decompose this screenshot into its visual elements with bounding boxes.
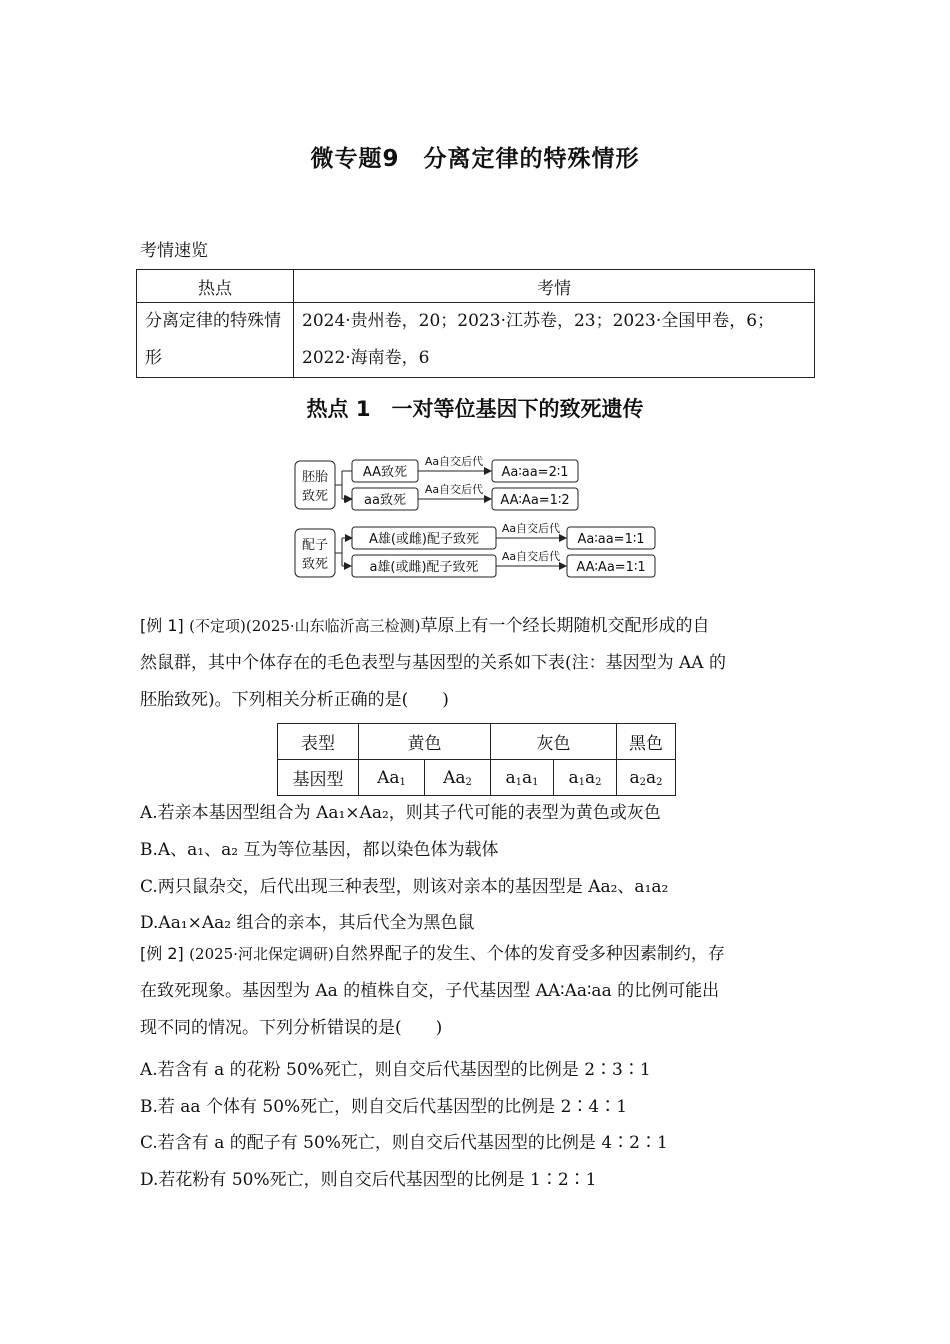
cause-2: aa致死 <box>364 493 406 508</box>
page-title: 微专题9 分离定律的特殊情形 <box>310 146 640 172</box>
cause-3: A雄(或雌)配子致死 <box>368 532 480 547</box>
example-1-line-3: 胚胎致死)。下列相关分析正确的是( ) <box>140 690 449 710</box>
phenotype-header: 表型 <box>278 724 359 760</box>
example-2-option-b: B.若 aa 个体有 50%死亡，则自交后代基因型的比例是 2∶4∶1 <box>140 1097 628 1117</box>
exam-line-2: 2022·海南卷，6 <box>302 348 430 368</box>
arrow-label-4: Aa自交后代 <box>501 550 561 563</box>
genotype-Aa1: $Aa_1$ <box>359 760 425 796</box>
embryo-text-1: 胚胎 <box>301 470 329 485</box>
result-2: AA∶Aa=1∶2 <box>500 493 570 508</box>
yellow-header: 黄色 <box>359 724 491 760</box>
example-2-line-3: 现不同的情况。下列分析错误的是( ) <box>140 1018 443 1038</box>
embryo-text-2: 致死 <box>301 489 329 504</box>
example-1-stem <box>140 607 812 719</box>
genotype-a2a2: $a_2a_2$ <box>617 760 676 796</box>
example-1-source: (不定项)(2025·山东临沂高三检测) <box>189 617 421 635</box>
example-1-option-a: A.若亲本基因型组合为 Aa₁×Aa₂，则其子代可能的表型为黄色或灰色 <box>140 803 661 823</box>
black-header: 黑色 <box>617 724 676 760</box>
overview-table <box>136 269 815 378</box>
arrow-label-2: Aa自交后代 <box>424 483 484 496</box>
example-2-tag: [例 2] <box>140 944 184 963</box>
gamete-text-1: 配子 <box>301 538 329 553</box>
hotspot-1-title: 热点 1 一对等位基因下的致死遗传 <box>306 397 644 421</box>
cause-4: a雄(或雌)配子致死 <box>369 560 479 575</box>
genotype-Aa2: $Aa_2$ <box>425 760 491 796</box>
result-3: Aa∶aa=1∶1 <box>577 532 645 547</box>
header-hotspot: 热点 <box>137 270 294 303</box>
arrow-label-3: Aa自交后代 <box>501 522 561 535</box>
example-2-text-1: 自然界配子的发生、个体的发育受多种因素制约，存 <box>333 944 725 964</box>
example-2-source: (2025·河北保定调研) <box>189 945 334 963</box>
topic-text: 分离定律的特殊情形 <box>145 311 281 368</box>
exam-line-1: 2024·贵州卷，20；2023·江苏卷，23；2023·全国甲卷，6； <box>302 311 775 331</box>
topic-cell <box>137 303 294 378</box>
gray-header: 灰色 <box>491 724 617 760</box>
header-exam: 考情 <box>294 270 815 303</box>
genotype-a1a2: $a_1a_2$ <box>554 760 617 796</box>
arrow-label-1: Aa自交后代 <box>424 455 484 468</box>
result-4: AA∶Aa=1∶1 <box>576 560 646 575</box>
example-1-option-d: D.Aa₁×Aa₂ 组合的亲本，其后代全为黑色鼠 <box>140 913 475 933</box>
cause-1: AA致死 <box>362 465 408 480</box>
example-1-text-1: 草原上有一个经长期随机交配形成的自 <box>420 616 710 636</box>
exam-cell <box>294 303 815 378</box>
example-1-tag: [例 1] <box>140 616 184 635</box>
example-2-option-c: C.若含有 a 的配子有 50%死亡，则自交后代基因型的比例是 4∶2∶1 <box>140 1133 668 1153</box>
example-1-line-2: 然鼠群，其中个体存在的毛色表型与基因型的关系如下表(注：基因型为 AA 的 <box>140 653 726 673</box>
genotype-a1a1: $a_1a_1$ <box>491 760 554 796</box>
example-1-line-1 <box>140 607 812 645</box>
overview-label: 考情速览 <box>140 241 208 261</box>
example-1-option-b: B.A、a₁、a₂ 互为等位基因，都以染色体为载体 <box>140 840 499 860</box>
gamete-text-2: 致死 <box>301 557 329 572</box>
result-1: Aa∶aa=2∶1 <box>501 465 569 480</box>
example-2-stem <box>140 935 812 1047</box>
example-2-line-1 <box>140 935 812 973</box>
example-1-option-c: C.两只鼠杂交，后代出现三种表型，则该对亲本的基因型是 Aa₂、a₁a₂ <box>140 877 669 897</box>
genotype-table <box>277 723 676 796</box>
genotype-header: 基因型 <box>278 760 359 796</box>
example-2-line-2: 在致死现象。基因型为 Aa 的植株自交，子代基因型 AA∶Aa∶aa 的比例可能出 <box>140 981 720 1001</box>
example-2-option-d: D.若花粉有 50%死亡，则自交后代基因型的比例是 1∶2∶1 <box>140 1170 597 1190</box>
lethality-diagram <box>292 452 664 578</box>
example-2-option-a: A.若含有 a 的花粉 50%死亡，则自交后代基因型的比例是 2∶3∶1 <box>140 1060 651 1080</box>
